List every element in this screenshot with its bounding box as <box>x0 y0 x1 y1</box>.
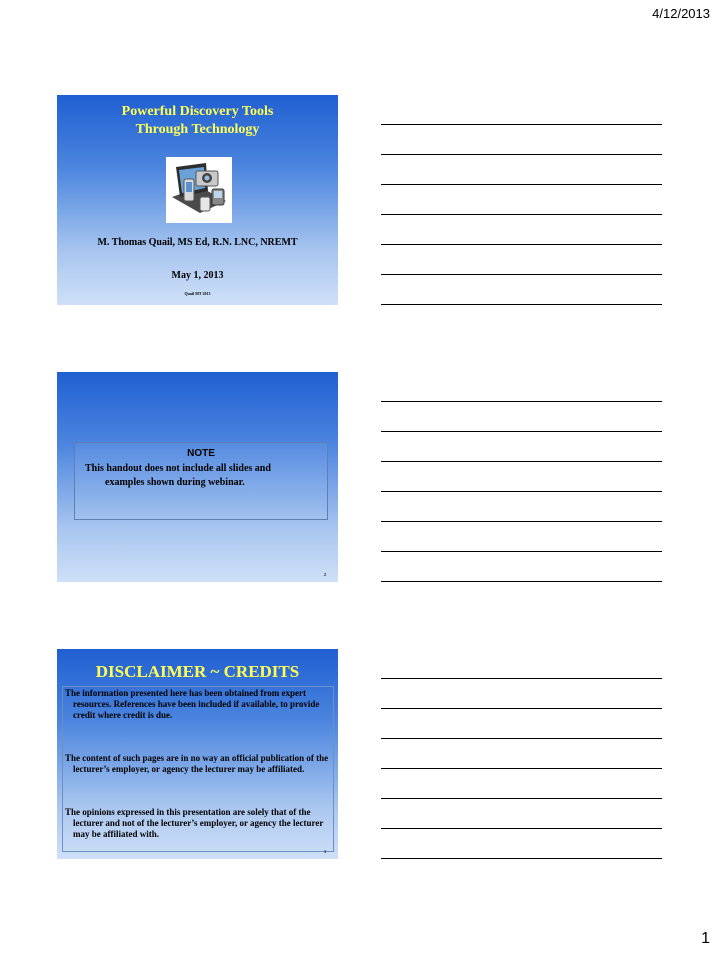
slide-1-title-line-1: Powerful Discovery Tools <box>121 104 274 119</box>
slide-2-number: 2 <box>324 572 326 577</box>
slide-1-title-line-2: Through Technology <box>135 122 260 137</box>
disclaimer-paragraph-2: The content of such pages are in no way an official publication of the lecturer’s employer, or agency the lecturer may be affiliated. <box>65 753 329 774</box>
slide-1-author: M. Thomas Quail, MS Ed, R.N. LNC, NREMT <box>97 237 298 248</box>
note-heading: NOTE <box>187 448 215 459</box>
notes-line <box>381 858 662 859</box>
notes-line <box>381 738 662 739</box>
notes-line <box>381 491 662 492</box>
notes-line <box>381 798 662 799</box>
page-number: 1 <box>701 930 710 947</box>
slide-3-title: DISCLAIMER ~ CREDITS <box>95 662 300 681</box>
disclaimer-paragraph-3: The opinions expressed in this presentation are solely that of the lecturer and not of the lecturer’s employer, or agency the lecturer may be affiliated with. <box>65 807 324 839</box>
disclaimer-paragraph-1: The information presented here has been obtained from expert resources. References have been included if available, to provide credit where credit is due. <box>65 688 320 720</box>
slide-2 <box>57 372 338 582</box>
notes-line <box>381 124 662 125</box>
notes-line <box>381 828 662 829</box>
slide-1-date: May 1, 2013 <box>171 270 224 281</box>
notes-line <box>381 551 662 552</box>
header-date: 4/12/2013 <box>652 6 710 21</box>
note-box <box>74 442 328 520</box>
notes-line <box>381 274 662 275</box>
notes-line <box>381 244 662 245</box>
notes-line <box>381 401 662 402</box>
devices-clipart-icon <box>166 157 232 223</box>
note-line-1: This handout does not include all slides and <box>85 463 271 474</box>
notes-line <box>381 431 662 432</box>
notes-line <box>381 461 662 462</box>
notes-line <box>381 708 662 709</box>
notes-line <box>381 678 662 679</box>
slide-3-number: 3 <box>324 849 326 854</box>
note-line-2: examples shown during webinar. <box>105 477 245 488</box>
notes-line <box>381 214 662 215</box>
notes-line <box>381 581 662 582</box>
notes-line <box>381 154 662 155</box>
notes-line <box>381 768 662 769</box>
slide-1-footer: Quail MT 2013 <box>184 291 211 296</box>
notes-line <box>381 304 662 305</box>
notes-line <box>381 184 662 185</box>
slide-1-title <box>57 103 338 139</box>
note-body <box>85 462 319 490</box>
slide-3 <box>57 649 338 859</box>
notes-line <box>381 521 662 522</box>
slide-1 <box>57 95 338 305</box>
